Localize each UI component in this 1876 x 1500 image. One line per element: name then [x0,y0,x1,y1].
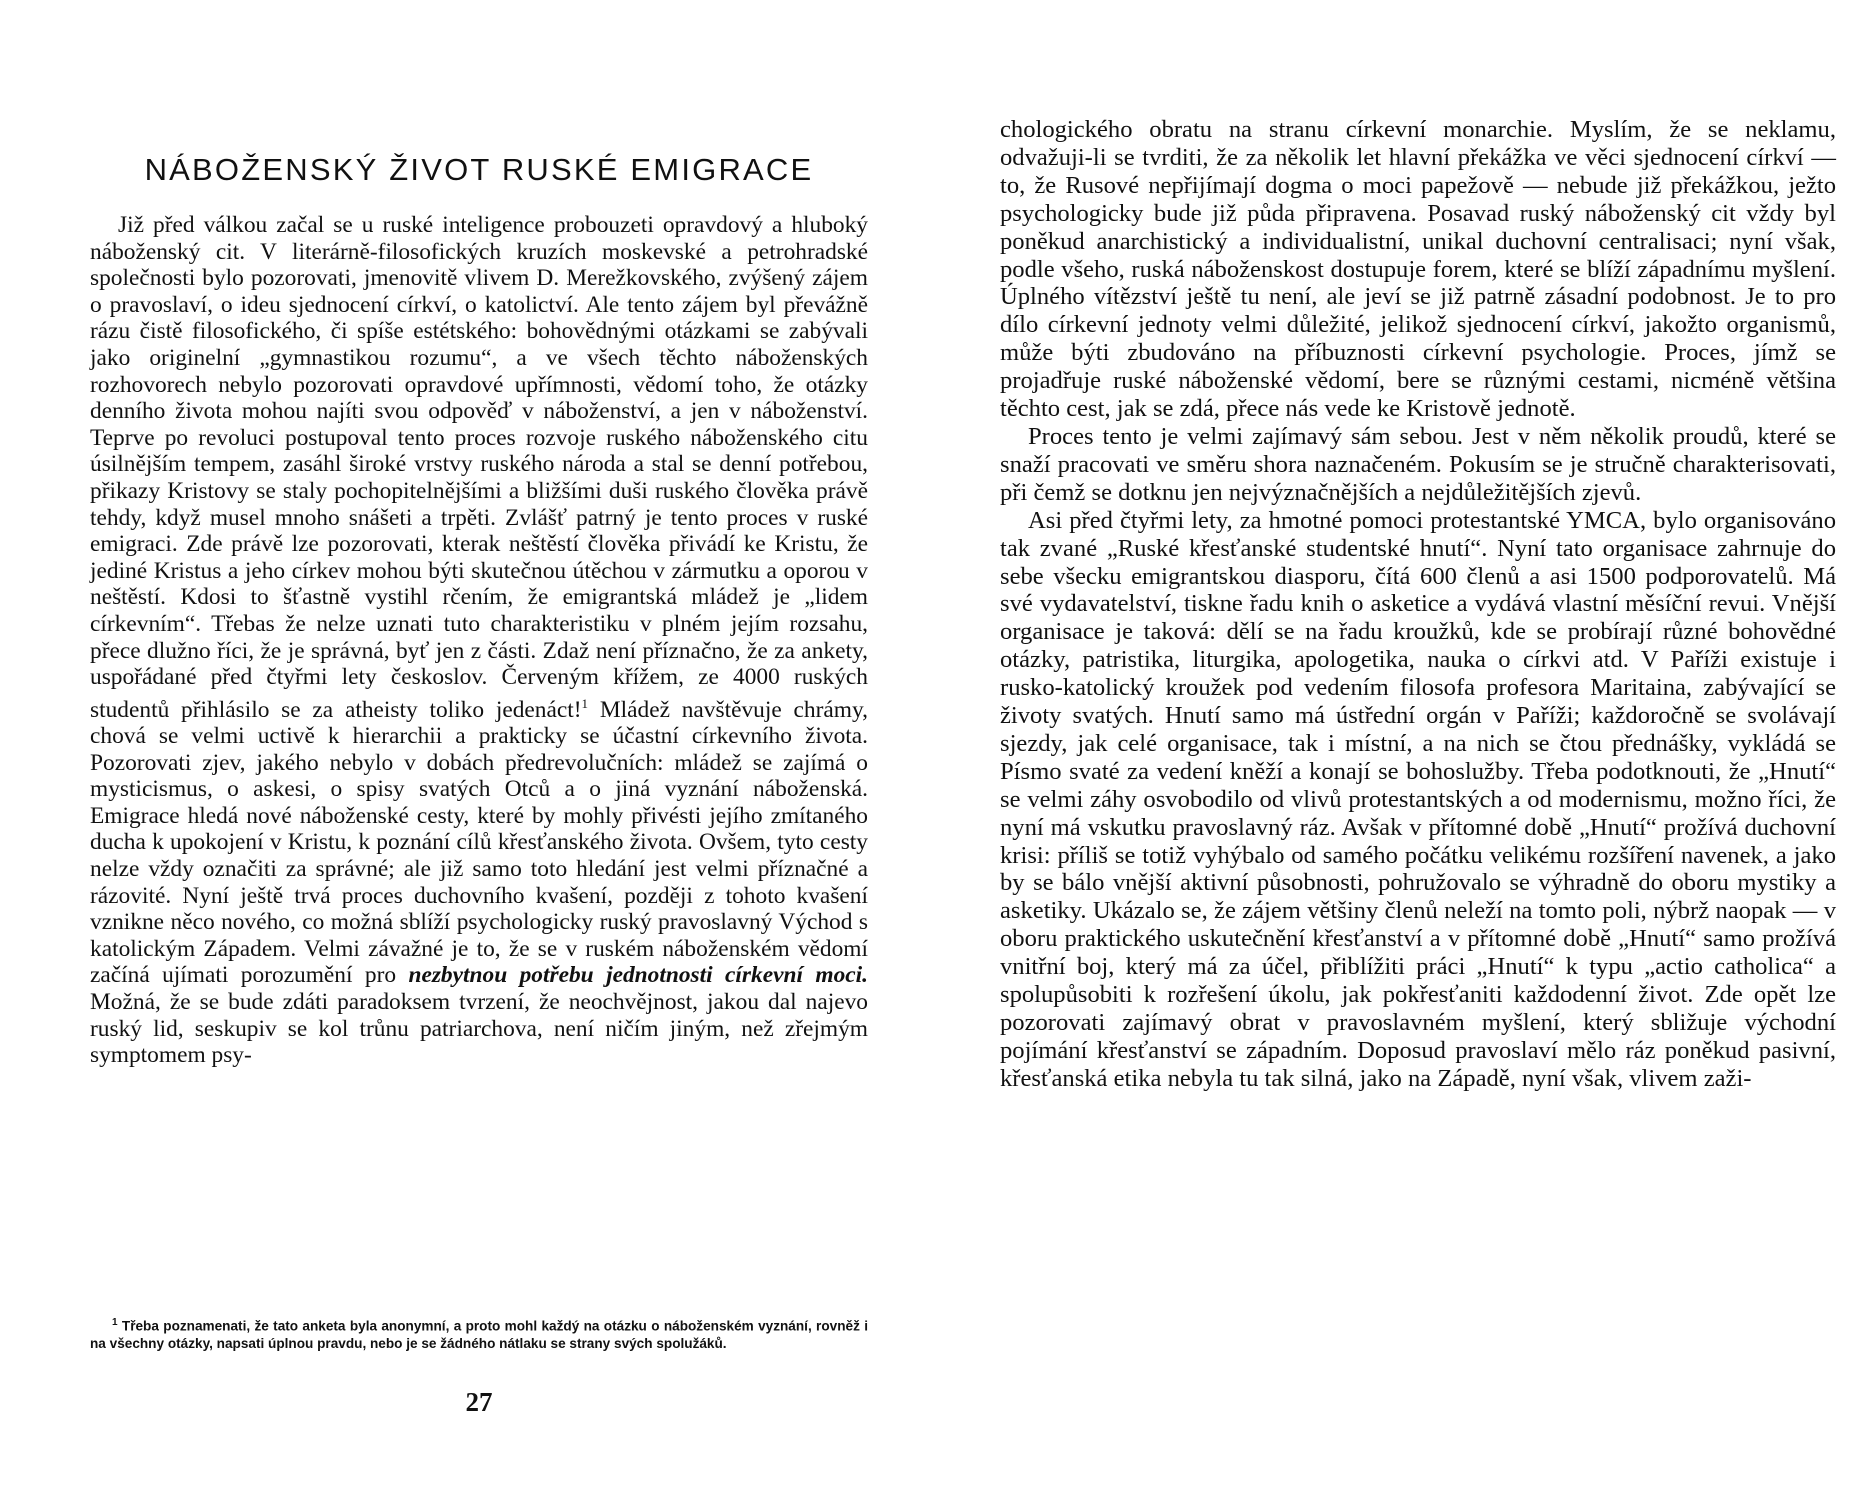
right-page [1000,0,1836,1500]
footnote-marker: 1 [581,695,589,711]
paragraph: Proces tento je velmi zajímavý sám sebou. Jest v něm několik proudů, které se snaží pracovati ve směru shora naznačeném. Pokusím se je stručně charakterisovati, při čemž se dotknu jen nejvýznačnějších a nejdůležitějších zjevů. [1000,422,1836,506]
right-body-text [1000,116,1836,1093]
footnote-text: Třeba poznamenati, že tato anketa byla anonymní, a proto mohl každý na otázku o náboženském vyznání, rovněž i na všechny otázky, napsati úplnou pravdu, nebo je se žádného nátlaku se strany svých spolužáků. [90,1318,868,1351]
chapter-title: NÁBOŽENSKÝ ŽIVOT RUSKÉ EMIGRACE [144,152,814,187]
left-page [90,0,868,1500]
paragraph: Asi před čtyřmi lety, za hmotné pomoci protestantské YMCA, bylo organisováno tak zvané „Ruské křesťanské studentské hnutí“. Nyní tato organisace zahrnuje do sebe všecku emigrantskou diasporu, čítá 600 členů a asi 1500 podporovatelů. Má své vydavatelství, tiskne řadu knih o asketice a vydává vlastní měsíční revui. Vnější organisace je taková: dělí se na řadu kroužků, kde se probírají různé bohovědné otázky, patristika, liturgika, apologetika, nauka o církvi atd. V Paříži existuje i rusko-katolický kroužek pod vedením filosofa profesora Maritaina, zabývající se životy svatých. Hnutí samo má ústřední orgán v Paříži; každoročně se svolávají sjezdy, jak celé organisace, tak i místní, a na nich se čtou přednášky, vykládá se Písmo svaté za vedení kněží a konají se bohoslužby. Třeba podotknouti, že „Hnutí“ se velmi záhy osvobodilo od vlivů protestantských a od modernismu, možno říci, že nyní má vskutku pravoslavný ráz. Avšak v přítomné době „Hnutí“ prožívá duchovní krisi: příliš se totiž vyhýbalo od samého počátku velikému rozšíření navenek, a jako by se bálo vnější aktivní působnosti, pohružovalo se výhradně do oboru mystiky a asketiky. Ukázalo se, že zájem většiny členů neleží na tomto poli, nýbrž naopak — v oboru praktického uskutečnění křesťanství a v přítomné době „Hnutí“ samo prožívá vnitřní boj, který má za účel, přiblížiti práci „Hnutí“ k typu „actio catholica“ a spolupůsobiti k rozřešení úkolu, jak pokřesťaniti každodenní život. Zde opět lze pozorovati zajímavý obrat v pravoslavném myšlení, který sbližuje východní pojímání křesťanství se západním. Doposud pravoslaví mělo ráz poněkud pasivní, křesťanská etika nebyla tu tak silná, jako na Západě, nyní však, vlivem zaži- [1000,506,1836,1092]
page-number: 27 [465,1387,493,1417]
footnote-number: 1 [112,1317,118,1328]
footnote [90,1314,868,1352]
emphasis-text: nezbytnou potřebu jednotnosti církevní moci. [408,962,868,989]
left-body-text [90,212,868,1069]
paragraph-text: Již před válkou začal se u ruské inteligence probouzeti opravdový a hluboký náboženský cit. V literárně-filosofických kruzích moskevské a petrohradské společnosti bylo pozorovati, jmenovitě vlivem D. Merežkovského, zvýšený zájem o pravoslaví, o ideu sjednocení církví, o katolictví. Ale tento zájem byl převážně rázu čistě filosofického, či spíše estétského: bohovědnými otázkami se zabývali jako originelní „gymnastikou rozumu“, a ve všech těchto náboženských rozhovorech nebylo pozorovati opravdové upřímnosti, vědomí toho, že otázky denního života mohou najíti svou odpověď v náboženství, a jen v náboženství. Teprve po revoluci postupoval tento proces rozvoje ruského náboženského citu úsilnějším tempem, zasáhl široké vrstvy ruského národa a stal se denní potřebou, přikazy Kristovy se staly pochopitelnějšími a bližšími duši ruského člověka právě tehdy, když musel mnoho snášeti a trpěti. Zvlášť patrný je tento proces v ruské emigraci. Zde právě lze pozorovati, kterak neštěstí člověka přivádí ke Kristu, že jediné Kristus a jeho církev mohou býti skutečnou útěchou v zármutku a oporou v neštěstí. Kdosi to šťastně vystihl rčením, že emigrantská mládež je „lidem církevním“. Třebas že nelze uznati tuto charakteristiku v plném jejím rozsahu, přece dlužno říci, že je správná, byť jen z části. Zdaž není příznačno, že za ankety, uspořádané před čtyřmi lety českoslov. Červeným křížem, ze 4000 ruských studentů přihlásilo se za atheisty toliko jedenáct! [90,212,868,723]
paragraph: chologického obratu na stranu církevní monarchie. Myslím, že se neklamu, odvažuji-li se tvrditi, že za několik let hlavní překážka ve věci sjednocení církví — to, že Rusové nepřijímají dogma o moci papežově — nebude již překážkou, ježto psychologicky bude již půda připravena. Posavad ruský náboženský cit vždy byl poněkud anarchistický a individualistní, unikal duchovní centralisaci; nyní však, podle všeho, ruská náboženskost dostupuje forem, které se blíží západnímu myšlení. Úplného vítězství ještě tu není, ale jeví se již patrně zásadní podobnost. Je to pro dílo církevní jednoty velmi důležité, jelikož sjednocení církví, jakožto organismů, může býti zbudováno na příbuznosti církevní psychologie. Proces, jímž se projadřuje ruské náboženské vědomí, bere se různými cestami, nicméně většina těchto cest, jak se zdá, přece nás vede ke Kristově jednotě. [1000,116,1836,423]
paragraph [90,212,868,1069]
paragraph-text: Mládež navštěvuje chrámy, chová se velmi uctivě k hierarchii a prakticky se účastní církevního života. Pozorovati zjev, jakého nebylo v dobách předrevolučních: mládež se zajímá o mysticismus, o askesi, o spisy svatých Otců a o jiná vyznání náboženská. Emigrace hledá nové náboženské cesty, které by mohly přivésti jejího zmítaného ducha k upokojení v Kristu, k poznání cílů křesťanského života. Ovšem, tyto cesty nelze vždy označiti za správné; ale již samo toto hledání jest velmi příznačné a rázovité. Nyní ještě trvá proces duchovního kvašení, později z tohoto kvašení vznikne něco nového, co možná sblíží psychologicky ruský pravoslavný Východ s katolickým Západem. Velmi závažné je to, že se v ruském náboženském vědomí začíná ujímati porozumění pro [90,696,868,989]
paragraph-text: Možná, že se bude zdáti paradoksem tvrzení, že neochvějnost, jakou dal najevo ruský lid, seskupiv se kol trůnu patriarchova, není ničím jiným, než zřejmým symptomem psy- [90,989,868,1069]
